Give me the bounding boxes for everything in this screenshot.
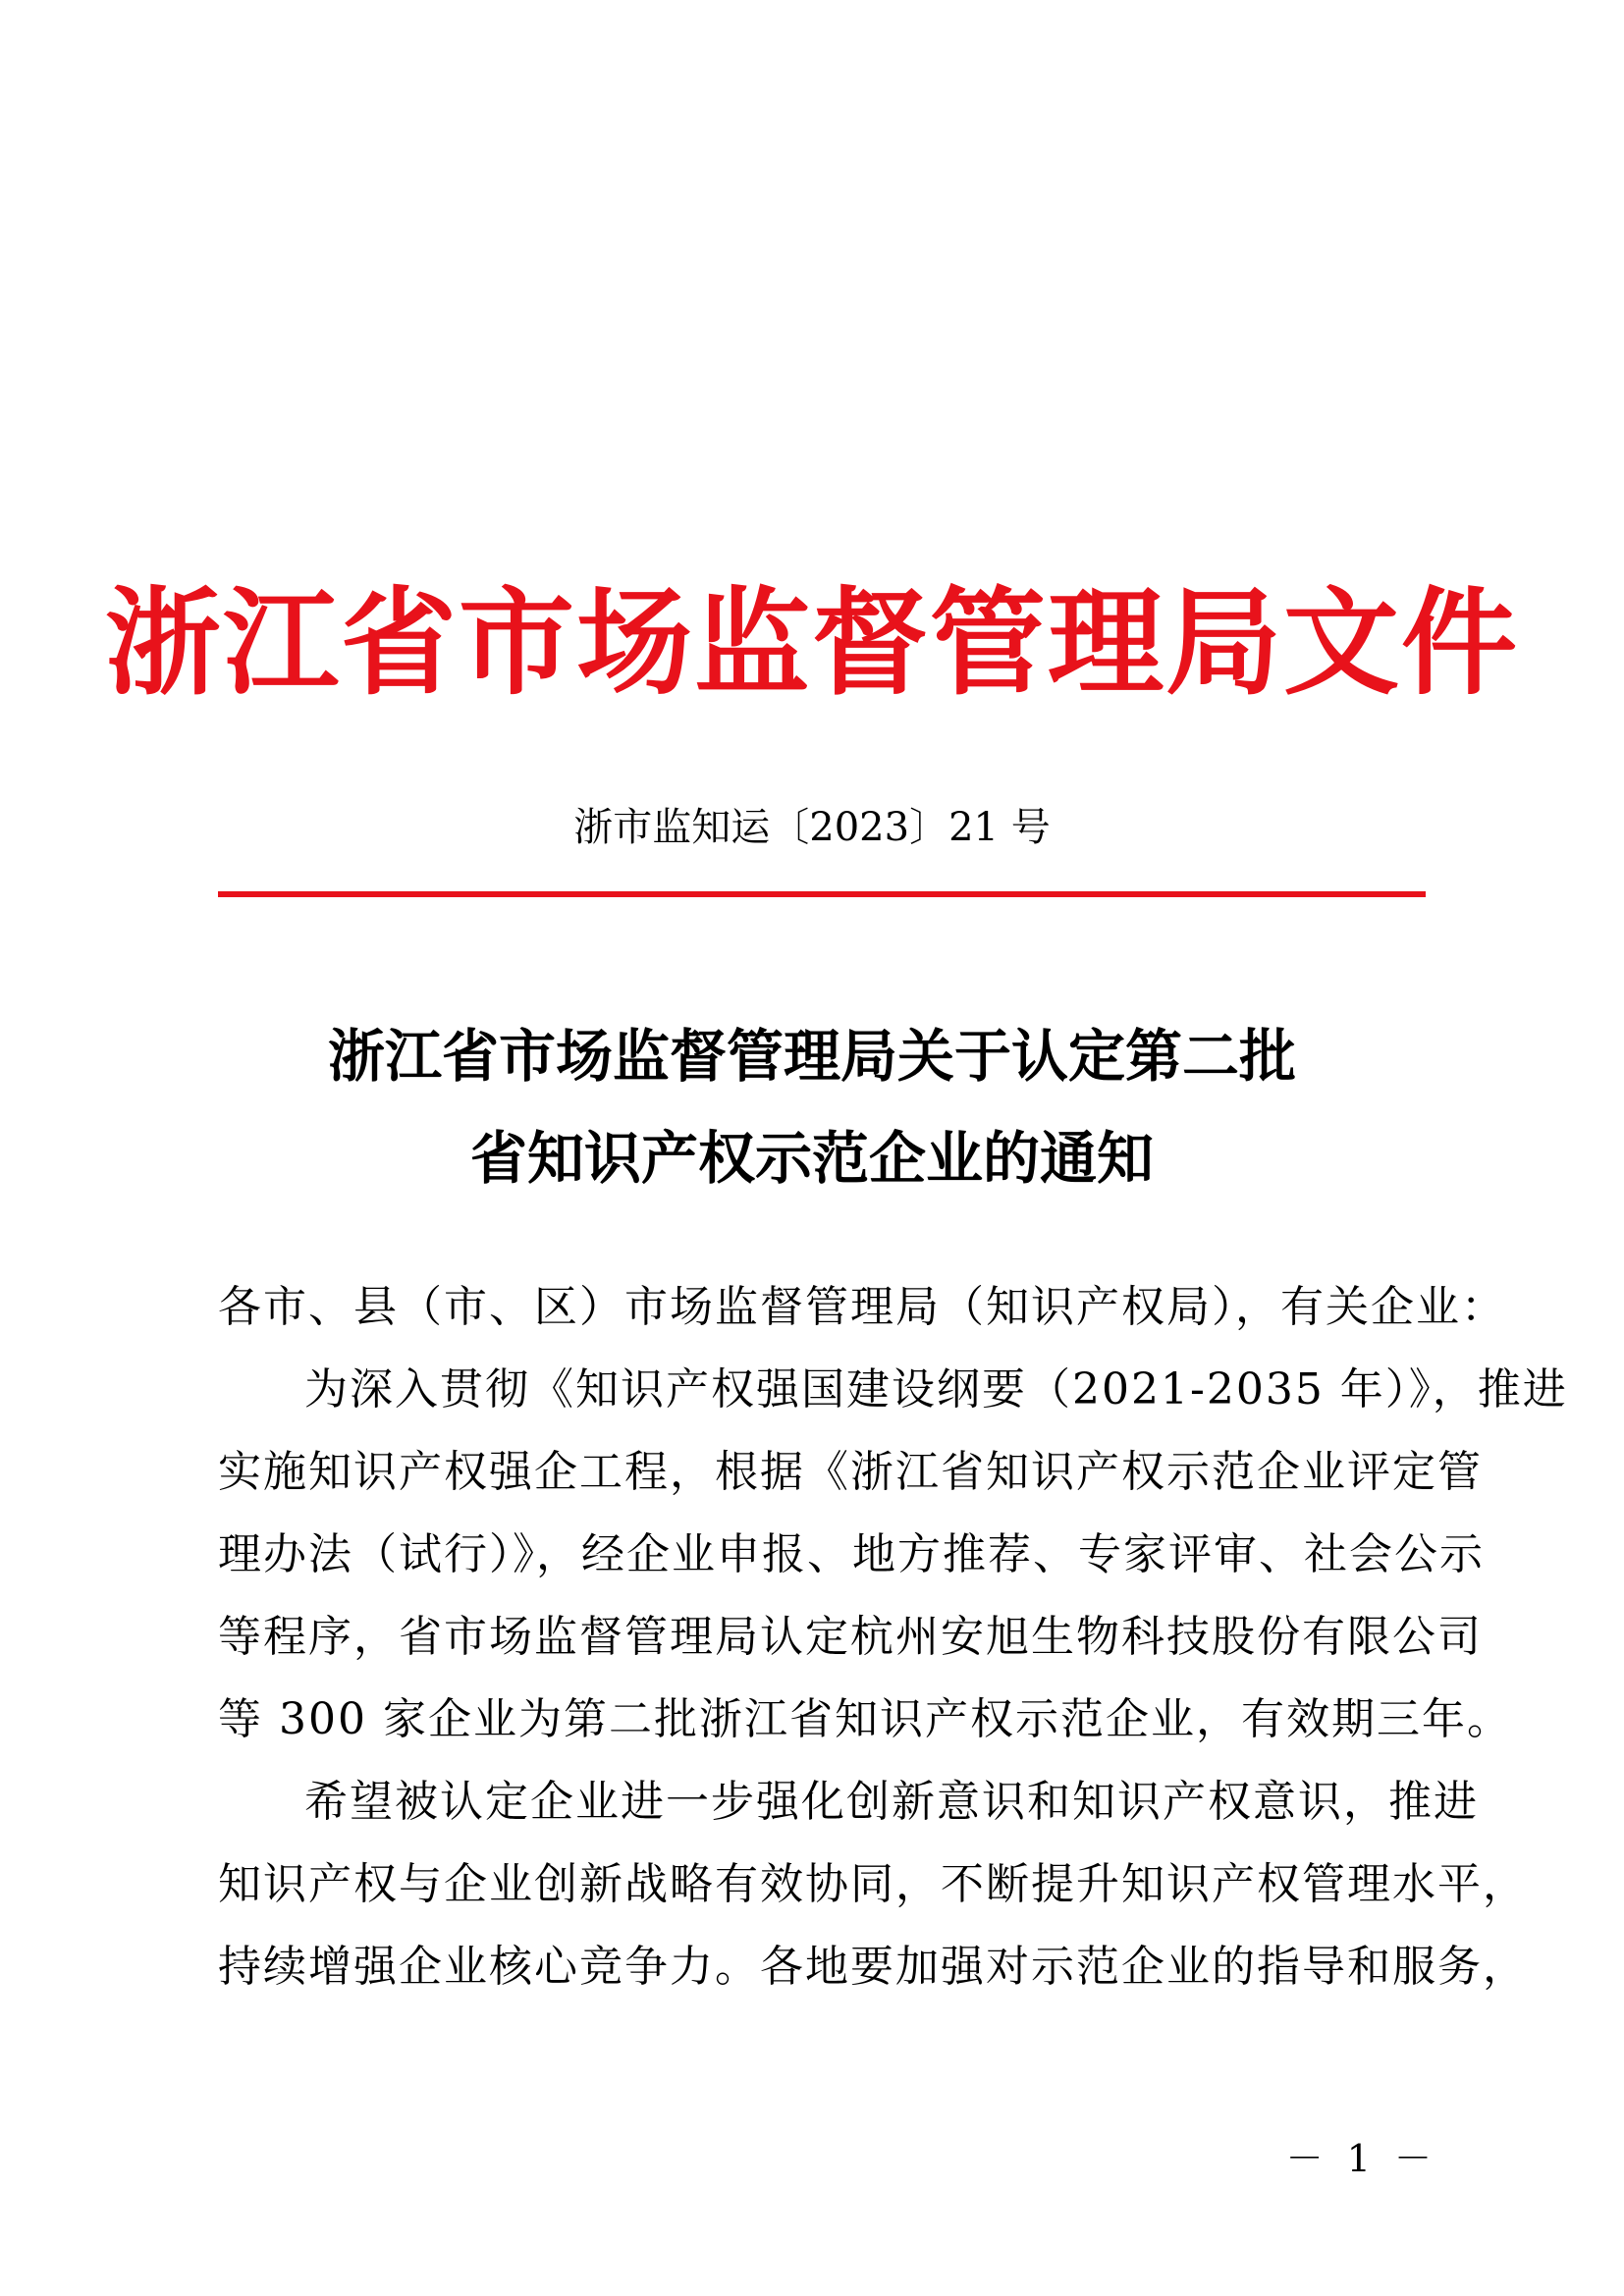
paragraph-1-line-3: 理办法（试行）》，经企业申报、地方推荐、专家评审、社会公示 (218, 1529, 1485, 1579)
paragraph-1-line-2: 实施知识产权强企工程，根据《浙江省知识产权示范企业评定管 (218, 1447, 1483, 1497)
paragraph-1-line-1: 为深入贯彻《知识产权强国建设纲要（2021-2035 年）》，推进 (304, 1364, 1568, 1415)
paragraph-2-line-3: 持续增强企业核心竞争力。各地要加强对示范企业的指导和服务， (218, 1942, 1528, 1992)
paragraph-1-line-4: 等程序，省市场监督管理局认定杭州安旭生物科技股份有限公司 (218, 1612, 1483, 1662)
addressee: 各市、县（市、区）市场监督管理局（知识产权局），有关企业： (218, 1282, 1506, 1332)
document-title-line-1: 浙江省市场监督管理局关于认定第二批 (327, 1023, 1296, 1090)
paragraph-2-line-1: 希望被认定企业进一步强化创新意识和知识产权意识，推进 (304, 1777, 1479, 1827)
document-title-line-2: 省知识产权示范企业的通知 (469, 1125, 1154, 1192)
paragraph-1-line-5: 等 300 家企业为第二批浙江省知识产权示范企业，有效期三年。 (218, 1694, 1512, 1744)
red-divider-rule (218, 891, 1426, 897)
issuer-banner: 浙江省市场监督管理局文件 (104, 575, 1519, 711)
document-number: 浙市监知运〔2023〕21 号 (573, 805, 1051, 850)
page-number: － 1 － (1285, 2137, 1437, 2180)
paragraph-2-line-2: 知识产权与企业创新战略有效协同，不断提升知识产权管理水平， (218, 1859, 1528, 1909)
